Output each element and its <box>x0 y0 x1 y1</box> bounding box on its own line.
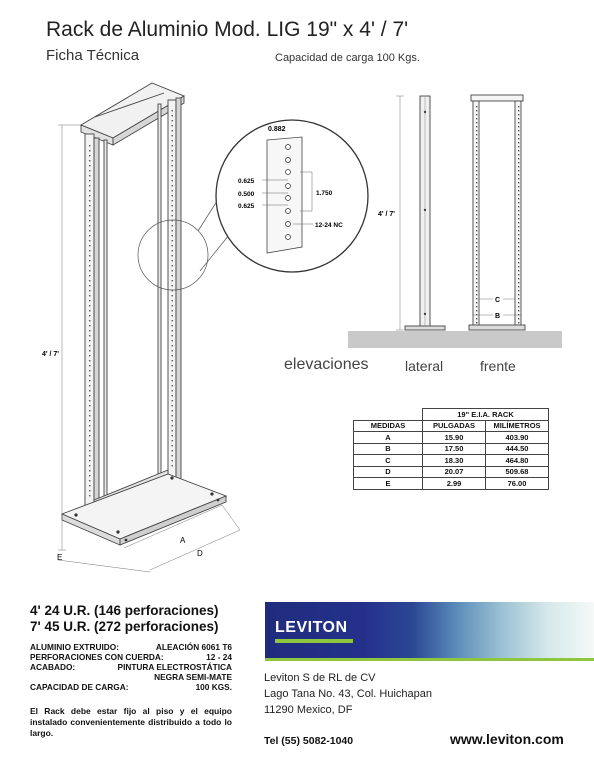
company-website[interactable]: www.leviton.com <box>450 731 564 747</box>
front-label-c: C <box>495 297 501 304</box>
caption-lateral: lateral <box>405 358 444 374</box>
table-cell: 2.99 <box>423 478 486 490</box>
caption-frente: frente <box>480 358 516 374</box>
table-cell: 444.50 <box>486 443 549 455</box>
spec-label: ALUMINIO EXTRUIDO: <box>30 642 119 652</box>
dimensions-table <box>353 408 549 490</box>
company-name: Leviton S de RL de CV <box>264 672 376 684</box>
table-cell: A <box>354 432 423 444</box>
rack-height-label: 4' / 7' <box>42 351 59 358</box>
page-title: Rack de Aluminio Mod. LIG 19" x 4' / 7' <box>46 18 409 41</box>
table-cell: 464.80 <box>486 455 549 467</box>
company-city: 11290 Mexico, DF <box>264 704 353 716</box>
leviton-logo: LEVITON <box>275 619 348 636</box>
spec-value: PINTURA ELECTROSTÁTICA <box>117 662 232 672</box>
table-row <box>354 432 549 444</box>
load-capacity: Capacidad de carga 100 Kgs. <box>275 52 420 64</box>
table-col-medidas: MEDIDAS <box>354 420 423 432</box>
spec-label: PERFORACIONES CON CUERDA: <box>30 652 164 662</box>
dimension-d-label: D <box>197 549 203 558</box>
table-group-header: 19" E.I.A. RACK <box>423 409 549 421</box>
company-street: Lago Tana No. 43, Col. Huichapan <box>264 688 432 700</box>
spec-label: ACABADO: <box>30 662 76 672</box>
table-col-mm: MILÍMETROS <box>486 420 549 432</box>
table-cell: B <box>354 443 423 455</box>
table-row <box>354 478 549 490</box>
logo-underline <box>275 639 353 643</box>
table-cell: 15.90 <box>423 432 486 444</box>
spec-value: 12 - 24 <box>206 652 232 662</box>
table-col-pulgadas: PULGADAS <box>423 420 486 432</box>
spec-value: NEGRA SEMI-MATE <box>154 672 232 682</box>
company-phone: Tel (55) 5082-1040 <box>264 735 354 747</box>
table-cell: E <box>354 478 423 490</box>
front-label-b: B <box>495 313 501 320</box>
detail-dim-3: 0.625 <box>238 203 255 210</box>
table-cell: 509.68 <box>486 466 549 478</box>
dimension-e-label: E <box>57 553 63 562</box>
installation-note: El Rack debe estar fijo al piso y el equipo instalado convenientemente distribuido a todo lo largo. <box>30 706 232 738</box>
table-cell: D <box>354 466 423 478</box>
caption-elevaciones: elevaciones <box>284 356 369 373</box>
table-cell: 20.07 <box>423 466 486 478</box>
table-row <box>354 443 549 455</box>
table-cell: 403.90 <box>486 432 549 444</box>
side-height-label: 4' / 7' <box>378 211 395 218</box>
table-cell: 17.50 <box>423 443 486 455</box>
table-cell: 76.00 <box>486 478 549 490</box>
detail-spacing: 1.750 <box>316 190 333 197</box>
detail-dim-2: 0.500 <box>238 191 255 198</box>
dimension-a-label: A <box>180 536 186 545</box>
table-cell: C <box>354 455 423 467</box>
brand-strip <box>265 658 594 661</box>
detail-dim-1: 0.625 <box>238 178 255 185</box>
table-row <box>354 455 549 467</box>
spec-value: ALEACIÓN 6061 T6 <box>155 642 232 652</box>
detail-top-value: 0.882 <box>268 126 286 133</box>
detail-thread: 12-24 NC <box>315 222 343 229</box>
page-subtitle: Ficha Técnica <box>46 47 140 64</box>
ur-line-4ft: 4' 24 U.R. (146 perforaciones) <box>30 603 219 618</box>
floor <box>348 331 562 348</box>
spec-label: CAPACIDAD DE CARGA: <box>30 682 129 692</box>
ur-line-7ft: 7' 45 U.R. (272 perforaciones) <box>30 619 219 634</box>
table-cell: 18.30 <box>423 455 486 467</box>
spec-list <box>30 642 232 692</box>
table-row <box>354 466 549 478</box>
spec-value: 100 KGS. <box>195 682 232 692</box>
